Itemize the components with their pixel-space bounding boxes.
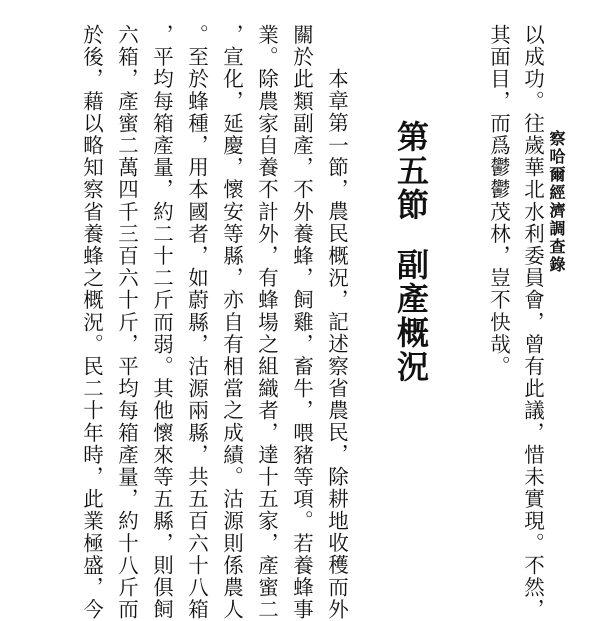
text-column-1: 以成功。往歲華北水利委員會，曾有此議，惜未實現。不然， <box>520 24 545 621</box>
section-title <box>392 120 430 384</box>
text-column-5: 業。除農家自養不計外，有蜂場之組織者，達十五家，產蜜二 <box>254 24 279 621</box>
text-column-9: 六箱，產蜜二萬四千三百六十斤，平均每箱產量，約十八斤而 <box>114 24 139 621</box>
text-column-6: ，宣化，延慶，懷安等縣，亦自有相當之成績。沽源則係農人 <box>219 24 244 621</box>
text-column-2: 其面目，而爲鬱鬱茂林，豈不快哉。 <box>486 24 511 378</box>
text-column-7: 。至於蜂種，用本國者，如蔚縣，沽源兩縣，共五百六十八箱 <box>184 24 209 621</box>
text-column-8: ，平均每箱產量，約二十二斤而弱。其他懷來等五縣，則俱飼 <box>149 24 174 621</box>
running-header: 察哈爾經濟調查錄 <box>547 130 566 274</box>
section-number: 第五節 <box>392 120 430 222</box>
text-column-3: 本章第一節，農民概況，記述察省農民，除耕地收穫而外 <box>324 68 349 621</box>
text-column-4: 關於此類副產，不外養蜂，飼雞，畜牛，喂豬等項。若養蜂事 <box>289 24 314 621</box>
section-name: 副產概況 <box>392 248 430 384</box>
text-column-10: 於後，藉以略知察省養蜂之概況。民二十年時，此業極盛，今 <box>79 24 104 621</box>
